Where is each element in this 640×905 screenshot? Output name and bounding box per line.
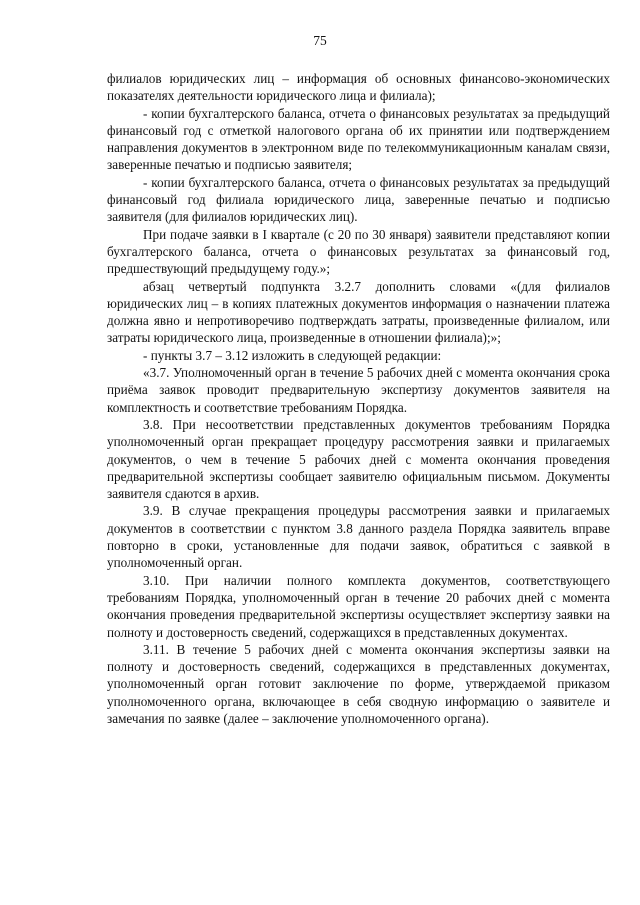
paragraph-3-9: 3.9. В случае прекращения процедуры рассмотрения заявки и прилагаемых документов в соответствии с пунктом 3.8 данного раздела Порядка заявитель вправе повторно в сроки, установленные для подачи заявок, обратиться с заявкой в уполномоченный орган. [107,503,610,571]
paragraph-continuation: филиалов юридических лиц – информация об основных финансово-экономических показателях деятельности юридического лица и филиала); [107,71,610,104]
paragraph-3-7: «3.7. Уполномоченный орган в течение 5 рабочих дней с момента окончания срока приёма заявок проводит предварительную экспертизу документов заявителя на комплектность и соответствие требованиям Порядка. [107,365,610,415]
paragraph-balance-copies: - копии бухгалтерского баланса, отчета о финансовых результатах за предыдущий финансовый год с отметкой налогового органа об их принятии или подтверждением направления документов в электронном виде по телекоммуникационным каналам связи, заверенные печатью и подписью заявителя; [107,105,610,173]
paragraph-subparagraph-3-2-7: абзац четвертый подпункта 3.2.7 дополнить словами «(для филиалов юридических лиц – в копиях платежных документов информация о назначении платежа должна явно и непротиворечиво подтверждать затраты, произведенные филиалом, или затраты юридического лица, произведенные в отношении филиала);»; [107,278,610,346]
paragraph-3-8: 3.8. При несоответствии представленных документов требованиям Порядка уполномоченный орган прекращает процедуру рассмотрения заявки и прилагаемых документов, о чем в течение 5 рабочих дней с момента окончания проведения предварительной экспертизы сообщает заявителю официальным письмом. Документы заявителя сдаются в архив. [107,416,610,502]
paragraph-first-quarter: При подаче заявки в I квартале (с 20 по 30 января) заявители представляют копии бухгалтерского баланса, отчета о финансовых результатах за финансовый год, предшествующий предыдущему году.»; [107,226,610,277]
document-body [107,70,610,727]
page-number: 75 [313,33,327,48]
paragraph-branch-balance-copies: - копии бухгалтерского баланса, отчета о финансовых результатах за предыдущий финансовый год филиала юридического лица, заверенные печатью и подписью заявителя (для филиалов юридических лиц). [107,174,610,225]
paragraph-items-3-7-3-12: - пункты 3.7 – 3.12 изложить в следующей редакции: [143,347,442,363]
paragraph-3-11: 3.11. В течение 5 рабочих дней с момента окончания экспертизы заявки на полноту и достоверность сведений, содержащихся в представленных документах, уполномоченный орган готовит заключение по форме, утверждаемой приказом уполномоченного органа, включающее в себя сводную информацию о заявителе и замечания по заявке (далее – заключение уполномоченного органа). [107,641,610,726]
paragraph-3-10: 3.10. При наличии полного комплекта документов, соответствующего требованиям Порядка, уполномоченный орган в течение 20 рабочих дней с момента окончания проведения предварительной экспертизы осуществляет экспертизу заявки на полноту и достоверность сведений, содержащихся в представленных документах. [107,572,610,640]
